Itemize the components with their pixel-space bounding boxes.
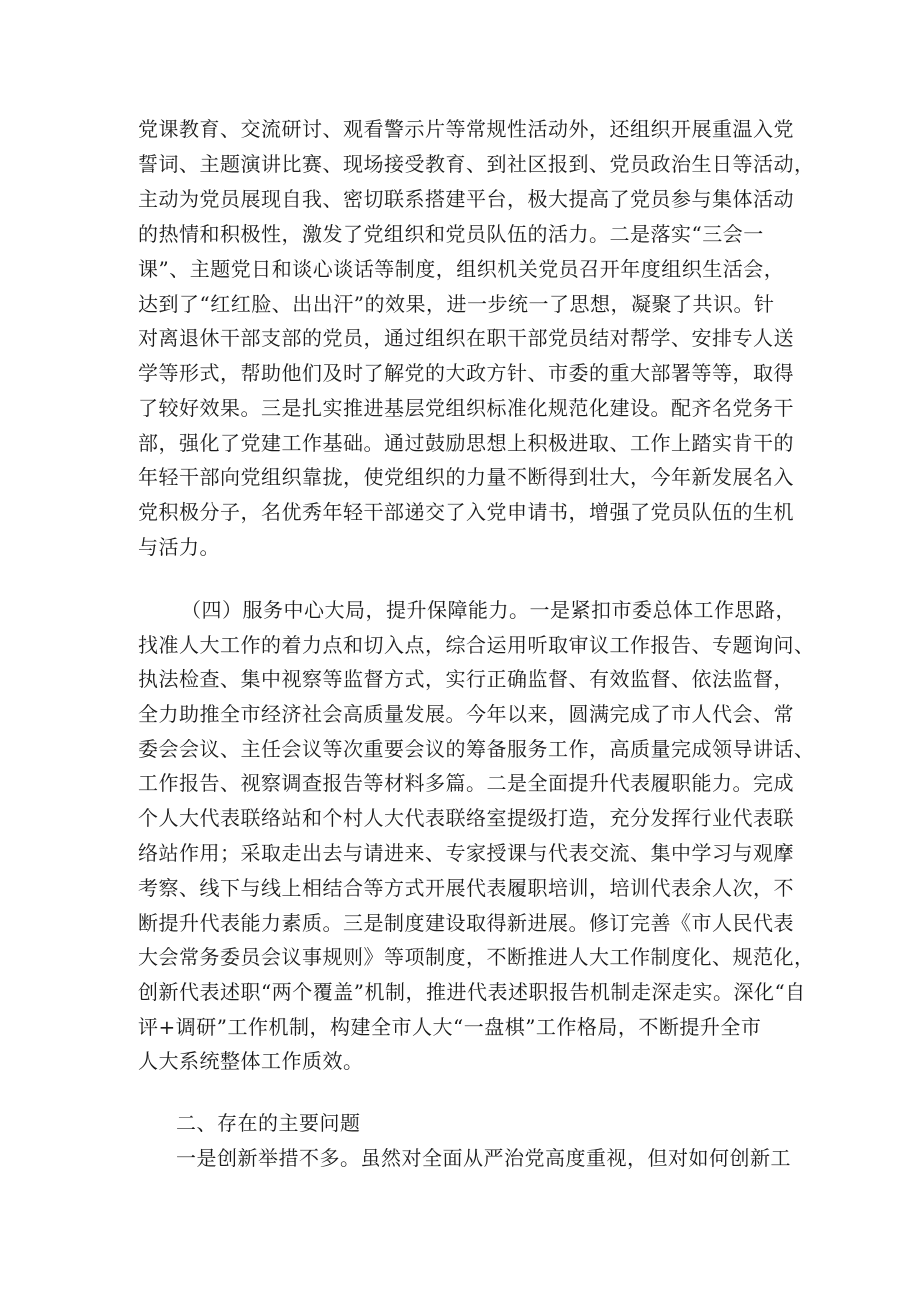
text-line: 了较好效果。三是扎实推进基层党组织标准化规范化建设。配齐名党务干 bbox=[138, 396, 794, 420]
text-line: 部，强化了党建工作基础。通过鼓励思想上积极进取、工作上踏实肯干的 bbox=[138, 431, 794, 455]
text-line: 找准人大工作的着力点和切入点，综合运用听取审议工作报告、专题询问、 bbox=[138, 633, 815, 657]
text-line: 委会会议、主任会议等次重要会议的筹备服务工作，高质量完成领导讲话、 bbox=[138, 737, 815, 761]
text-line: 络站作用；采取走出去与请进来、专家授课与代表交流、集中学习与观摩 bbox=[138, 841, 794, 865]
text-line: 考察、线下与线上相结合等方式开展代表履职培训，培训代表余人次，不 bbox=[138, 876, 794, 900]
text-line: 创新代表述职“两个覆盖”机制，推进代表述职报告机制走深走实。深化“自 bbox=[138, 980, 806, 1004]
text-line: 党积极分子，名优秀年轻干部递交了入党申请书，增强了党员队伍的生机 bbox=[138, 500, 794, 524]
text-line: （四）服务中心大局，提升保障能力。一是紧扣市委总体工作思路， bbox=[181, 598, 796, 622]
text-line: 评+调研”工作机制，构建全市人大“一盘棋”工作格局，不断提升全市 bbox=[138, 1015, 762, 1039]
text-line: 大会常务委员会议事规则》等项制度，不断推进人大工作制度化、规范化， bbox=[138, 945, 815, 969]
text-line: 主动为党员展现自我、密切联系搭建平台，极大提高了党员参与集体活动 bbox=[138, 187, 794, 211]
text-line: 达到了“红红脸、出出汗”的效果，进一步统一了思想，凝聚了共识。针 bbox=[138, 292, 775, 316]
text-line: 工作报告、视察调查报告等材料多篇。二是全面提升代表履职能力。完成 bbox=[138, 771, 794, 795]
text-line: 党课教育、交流研讨、观看警示片等常规性活动外，还组织开展重温入党 bbox=[138, 117, 794, 141]
text-line: 人大系统整体工作质效。 bbox=[138, 1049, 364, 1073]
text-line: 誓词、主题演讲比赛、现场接受教育、到社区报到、党员政治生日等活动， bbox=[138, 152, 815, 176]
text-line: 年轻干部向党组织靠拢，使党组织的力量不断得到壮大，今年新发展名入 bbox=[138, 465, 794, 489]
text-line: 全力助推全市经济社会高质量发展。今年以来，圆满完成了市人代会、常 bbox=[138, 702, 794, 726]
text-line: 课”、主题党日和谈心谈话等制度，组织机关党员召开年度组织生活会， bbox=[138, 257, 785, 281]
text-line: 的热情和积极性，激发了党组织和党员队伍的活力。二是落实“三会一 bbox=[138, 222, 764, 246]
section-heading: 二、存在的主要问题 bbox=[176, 1111, 361, 1135]
text-line: 一是创新举措不多。虽然对全面从严治党高度重视，但对如何创新工 bbox=[176, 1146, 791, 1170]
text-line: 执法检查、集中视察等监督方式，实行正确监督、有效监督、依法监督， bbox=[138, 667, 794, 691]
text-line: 断提升代表能力素质。三是制度建设取得新进展。修订完善《市人民代表 bbox=[138, 911, 794, 935]
text-line: 与活力。 bbox=[138, 535, 220, 559]
text-line: 对离退休干部支部的党员，通过组织在职干部党员结对帮学、安排专人送 bbox=[138, 326, 794, 350]
text-line: 学等形式，帮助他们及时了解党的大政方针、市委的重大部署等等，取得 bbox=[138, 361, 794, 385]
text-line: 个人大代表联络站和个村人大代表联络室提级打造，充分发挥行业代表联 bbox=[138, 806, 794, 830]
